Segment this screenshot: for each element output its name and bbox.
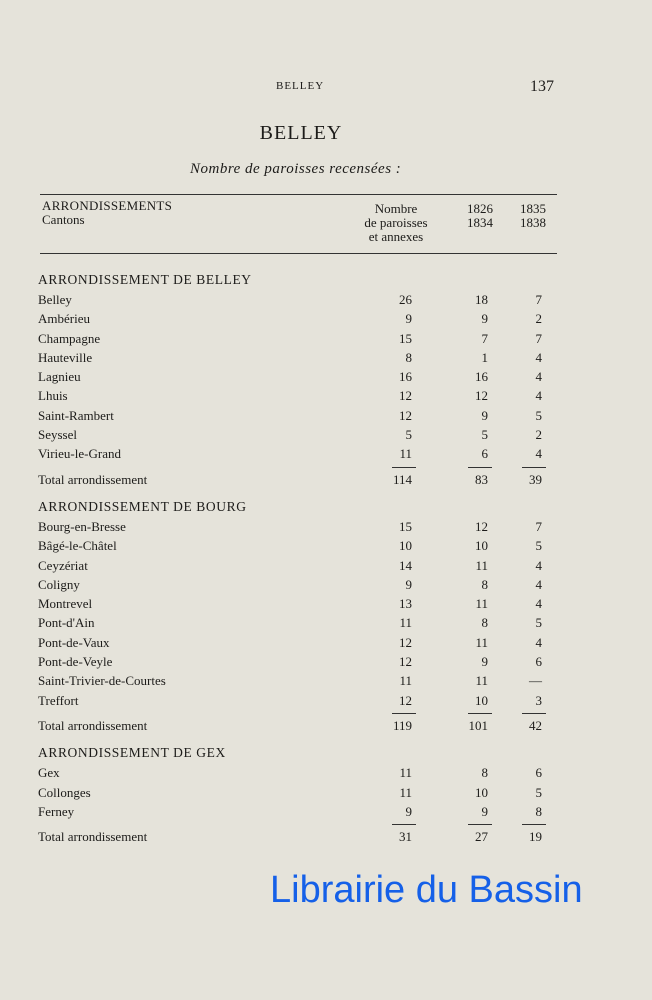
header-c2-l2: 1834 xyxy=(467,215,493,230)
cell-value: 16 xyxy=(399,369,412,385)
cell-value: 7 xyxy=(481,330,488,346)
watermark: Librairie du Bassin xyxy=(270,869,583,911)
header-nombre-l3: et annexes xyxy=(368,229,424,244)
cell-value: 11 xyxy=(475,634,488,650)
table-row xyxy=(38,444,558,463)
cell-value: — xyxy=(529,673,542,689)
canton-name: Gex xyxy=(38,765,60,781)
cell-value: 2 xyxy=(535,311,542,327)
cell-value: 10 xyxy=(475,538,488,554)
cell-value: 11 xyxy=(475,673,488,689)
section-title: ARRONDISSEMENT DE GEX xyxy=(38,745,226,761)
total-value: 101 xyxy=(468,717,488,733)
header-nombre-l1: Nombre xyxy=(374,201,418,216)
table-row xyxy=(38,763,558,782)
total-value: 119 xyxy=(392,717,412,733)
canton-name: Pont-d'Ain xyxy=(38,615,95,631)
total-value: 39 xyxy=(529,471,542,487)
cell-value: 26 xyxy=(399,292,412,307)
table-row xyxy=(38,613,558,632)
cell-value: 12 xyxy=(399,692,412,708)
header-arrondissements: ARRONDISSEMENTS xyxy=(42,198,173,213)
cell-value: 9 xyxy=(405,803,412,819)
canton-name: Ceyzériat xyxy=(38,557,88,573)
canton-name: Ferney xyxy=(38,803,75,819)
cell-value: 11 xyxy=(475,557,488,573)
total-row xyxy=(38,827,558,846)
total-label: Total arrondissement xyxy=(38,471,148,487)
header-bottom-rule xyxy=(40,253,557,254)
table-row xyxy=(38,348,558,367)
cell-value: 8 xyxy=(535,803,542,819)
cell-value: 16 xyxy=(475,369,488,385)
cell-value: 5 xyxy=(405,427,412,443)
total-value: 27 xyxy=(475,829,488,845)
total-row xyxy=(38,716,558,735)
cell-value: 10 xyxy=(475,784,488,800)
canton-name: Bourg-en-Bresse xyxy=(38,518,126,534)
canton-name: Champagne xyxy=(38,330,101,346)
canton-name: Ambérieu xyxy=(38,311,90,327)
running-head: BELLEY xyxy=(276,80,325,92)
cell-value: 6 xyxy=(535,654,542,670)
cell-value: 1 xyxy=(481,349,488,365)
total-value: 114 xyxy=(392,471,412,487)
title-text: BELLEY xyxy=(259,122,343,144)
cell-value: 5 xyxy=(535,407,542,423)
cell-value: 9 xyxy=(481,311,488,327)
subtitle: Nombre de paroisses recensées : xyxy=(190,161,402,177)
section-title: ARRONDISSEMENT DE BOURG xyxy=(38,498,247,514)
cell-value: 15 xyxy=(399,330,412,346)
cell-value: 4 xyxy=(535,576,542,592)
cell-value: 9 xyxy=(405,576,412,592)
cell-value: 3 xyxy=(535,692,542,708)
table-row xyxy=(38,329,558,348)
cell-value: 4 xyxy=(535,557,542,573)
cell-value: 9 xyxy=(405,311,412,327)
cell-value: 7 xyxy=(535,292,542,307)
cell-value: 4 xyxy=(535,349,542,365)
canton-name: Montrevel xyxy=(38,596,93,612)
cell-value: 12 xyxy=(475,388,488,404)
header-cantons: Cantons xyxy=(42,212,85,227)
cell-value: 5 xyxy=(481,427,488,443)
cell-value: 8 xyxy=(481,765,488,781)
canton-name: Virieu-le-Grand xyxy=(38,446,121,462)
canton-name: Pont-de-Vaux xyxy=(38,634,110,650)
cell-value: 9 xyxy=(481,803,488,819)
cell-value: 11 xyxy=(399,615,412,631)
cell-value: 5 xyxy=(535,538,542,554)
cell-value: 11 xyxy=(399,446,412,462)
page-title xyxy=(0,122,652,145)
cell-value: 12 xyxy=(475,518,488,534)
table-row xyxy=(38,652,558,671)
cell-value: 12 xyxy=(399,634,412,650)
canton-name: Belley xyxy=(38,292,72,307)
cell-value: 4 xyxy=(535,634,542,650)
total-value: 42 xyxy=(529,717,542,733)
cell-value: 12 xyxy=(399,407,412,423)
header-c3-l1: 1835 xyxy=(520,201,546,216)
cell-value: 4 xyxy=(535,369,542,385)
total-row xyxy=(38,470,558,489)
cell-value: 5 xyxy=(535,784,542,800)
header-1835-1838 xyxy=(515,202,551,230)
cell-value: 15 xyxy=(399,518,412,534)
cell-value: 11 xyxy=(399,784,412,800)
cell-value: 9 xyxy=(481,407,488,423)
canton-name: Collonges xyxy=(38,784,91,800)
table-row xyxy=(38,594,558,613)
cell-value: 13 xyxy=(399,596,412,612)
table-row xyxy=(38,802,558,821)
cell-value: 2 xyxy=(535,427,542,443)
table-row xyxy=(38,517,558,536)
cell-value: 11 xyxy=(399,673,412,689)
table-row xyxy=(38,367,558,386)
cell-value: 6 xyxy=(481,446,488,462)
cell-value: 12 xyxy=(399,388,412,404)
table-row xyxy=(38,290,558,309)
table-row xyxy=(38,556,558,575)
header-c2-l1: 1826 xyxy=(467,201,493,216)
header-nombre-l2: de paroisses xyxy=(364,215,428,230)
table-row xyxy=(38,633,558,652)
table-row xyxy=(38,671,558,690)
canton-name: Seyssel xyxy=(38,427,77,443)
canton-name: Saint-Trivier-de-Courtes xyxy=(38,673,166,689)
cell-value: 18 xyxy=(475,292,488,307)
cell-value: 11 xyxy=(399,765,412,781)
cell-value: 4 xyxy=(535,596,542,612)
table-row xyxy=(38,536,558,555)
page-number: 137 xyxy=(530,78,554,95)
cell-value: 11 xyxy=(475,596,488,612)
canton-name: Lhuis xyxy=(38,388,68,404)
cell-value: 14 xyxy=(399,557,412,573)
cell-value: 9 xyxy=(481,654,488,670)
table-row xyxy=(38,386,558,405)
section-title: ARRONDISSEMENT DE BELLEY xyxy=(38,272,252,287)
total-label: Total arrondissement xyxy=(38,829,148,845)
cell-value: 7 xyxy=(535,518,542,534)
canton-name: Treffort xyxy=(38,692,79,708)
canton-name: Saint-Rambert xyxy=(38,407,114,423)
header-1826-1834 xyxy=(462,202,498,230)
table-top-rule xyxy=(40,194,557,195)
table-row xyxy=(38,575,558,594)
cell-value: 4 xyxy=(535,446,542,462)
header-nombre xyxy=(355,202,437,244)
canton-name: Lagnieu xyxy=(38,369,81,385)
table-body xyxy=(38,270,558,854)
cell-value: 8 xyxy=(481,615,488,631)
header-c3-l2: 1838 xyxy=(520,215,546,230)
total-label: Total arrondissement xyxy=(38,717,148,733)
cell-value: 7 xyxy=(535,330,542,346)
cell-value: 10 xyxy=(399,538,412,554)
table-row xyxy=(38,425,558,444)
total-value: 31 xyxy=(399,829,412,845)
table-row xyxy=(38,691,558,710)
total-value: 83 xyxy=(475,471,488,487)
cell-value: 8 xyxy=(405,349,412,365)
canton-name: Coligny xyxy=(38,576,80,592)
cell-value: 5 xyxy=(535,615,542,631)
total-value: 19 xyxy=(529,829,542,845)
canton-name: Bâgé-le-Châtel xyxy=(38,538,117,554)
cell-value: 12 xyxy=(399,654,412,670)
cell-value: 10 xyxy=(475,692,488,708)
cell-value: 8 xyxy=(481,576,488,592)
cell-value: 4 xyxy=(535,388,542,404)
table-row xyxy=(38,406,558,425)
canton-name: Hauteville xyxy=(38,349,93,365)
cell-value: 6 xyxy=(535,765,542,781)
table-row xyxy=(38,783,558,802)
canton-name: Pont-de-Veyle xyxy=(38,654,113,670)
table-row xyxy=(38,309,558,328)
